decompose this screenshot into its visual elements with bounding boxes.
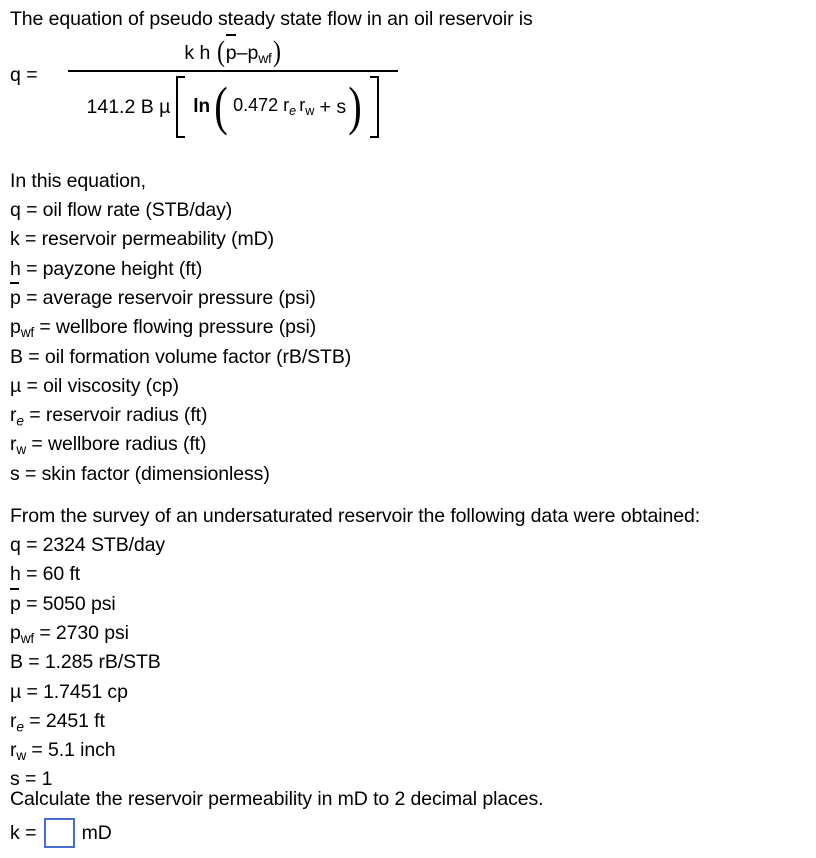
definition-item [10, 404, 207, 432]
definition-text: = 1.7451 cp [21, 680, 128, 703]
definition-text: = payzone height (ft) [20, 257, 203, 280]
definition-text: = 1 [19, 768, 53, 791]
survey-item [10, 710, 105, 738]
symbol: h [10, 257, 21, 280]
symbol: µ [10, 680, 22, 703]
numerator-kh: k h [184, 42, 211, 64]
definition-text: = reservoir permeability (mD) [19, 228, 275, 251]
symbol: q [10, 199, 21, 221]
definition-text: = 2324 STB/day [20, 534, 166, 556]
symbol: B [10, 651, 23, 674]
symbol: $r_w$ [10, 433, 27, 458]
symbol: p [10, 593, 21, 615]
intro-sentence: The equation of pseudo steady state flow in an oil reservoir is [10, 8, 533, 30]
symbol-subscript: e [16, 413, 24, 429]
equation-fraction [68, 36, 398, 138]
definition-text: = oil formation volume factor (rB/STB) [22, 345, 352, 368]
symbol: $r_e$ [10, 709, 24, 735]
answer-unit: mD [81, 821, 112, 844]
symbol: p [10, 287, 21, 309]
definition-item [10, 258, 202, 280]
permeability-answer-input[interactable] [44, 818, 75, 848]
equation-denominator: 141.2 B µ ln ( 0.472 $r_e$ $r_w$ + s ) [68, 72, 398, 138]
definition-item [10, 375, 179, 397]
numerator-minus: – [236, 42, 248, 64]
definition-item [10, 228, 274, 250]
survey-item [10, 563, 80, 585]
definition-item [10, 463, 270, 485]
symbol: k [10, 228, 20, 251]
symbol: $p_{wf}$ [10, 316, 34, 341]
inner-fraction [230, 94, 314, 118]
definition-text: = reservoir radius (ft) [23, 404, 208, 427]
viscosity-symbol: µ [159, 95, 171, 118]
definition-item [10, 199, 232, 221]
definition-text: = oil flow rate (STB/day) [20, 199, 233, 221]
symbol: µ [10, 374, 22, 397]
symbol-subscript: wf [20, 325, 34, 341]
definition-text: = 2451 ft [23, 709, 105, 732]
equation-left-hand-side: q = [10, 64, 38, 86]
symbol-subscript: e [16, 719, 24, 735]
survey-item [10, 622, 129, 650]
definition-item [10, 433, 206, 461]
survey-item [10, 739, 115, 767]
pseudo-steady-state-equation [10, 36, 410, 158]
symbol: $r_w$ [10, 739, 27, 764]
symbol: B [10, 345, 23, 368]
definition-text: = skin factor (dimensionless) [19, 462, 270, 485]
definition-text: = average reservoir pressure (psi) [20, 286, 316, 309]
definition-text: = wellbore radius (ft) [26, 433, 207, 456]
definition-item [10, 287, 316, 309]
symbol-subscript: wf [20, 630, 34, 646]
survey-item [10, 534, 165, 556]
answer-row [10, 818, 112, 848]
symbol: $r_e$ [10, 404, 24, 429]
plus-skin-term: + s [319, 95, 347, 118]
symbol: q [10, 534, 21, 556]
symbol: s [10, 462, 20, 485]
right-square-bracket [369, 76, 379, 138]
definition-item [10, 316, 316, 344]
symbol: h [10, 563, 21, 586]
symbol: s [10, 768, 20, 791]
definition-text: = wellbore flowing pressure (psi) [34, 316, 317, 339]
definition-text: = 2730 psi [34, 621, 129, 644]
p-average-symbol: p [226, 36, 237, 70]
equation-numerator: k h ( $p-p_{wf}$) [184, 35, 281, 68]
survey-heading: From the survey of an undersaturated reservoir the following data were obtained: [10, 505, 701, 527]
survey-item [10, 651, 161, 673]
left-square-bracket [176, 76, 186, 138]
definition-item [10, 346, 351, 368]
denominator-constant: 141.2 B [86, 95, 154, 118]
definition-text: = oil viscosity (cp) [21, 374, 179, 397]
symbol-subscript: w [16, 748, 27, 764]
answer-label: k = [10, 821, 37, 844]
inner-numerator: 0.472 $r_e$ [233, 94, 297, 119]
natural-log-operator: ln [193, 96, 211, 117]
symbol: $p_{wf}$ [10, 621, 34, 646]
survey-item [10, 593, 116, 615]
definition-text: = 1.285 rB/STB [22, 651, 161, 674]
symbol-subscript: w [16, 442, 27, 458]
definition-text: = 5.1 inch [26, 739, 116, 762]
p-wf-symbol: $p_{wf}$ [247, 42, 272, 67]
question-prompt: Calculate the reservoir permeability in mD to 2 decimal places. [10, 788, 544, 810]
definition-text: = 5050 psi [20, 592, 116, 615]
inner-denominator: $r_w$ [299, 94, 315, 118]
definitions-heading: In this equation, [10, 170, 146, 192]
definition-text: = 60 ft [20, 563, 81, 586]
survey-item [10, 681, 128, 703]
